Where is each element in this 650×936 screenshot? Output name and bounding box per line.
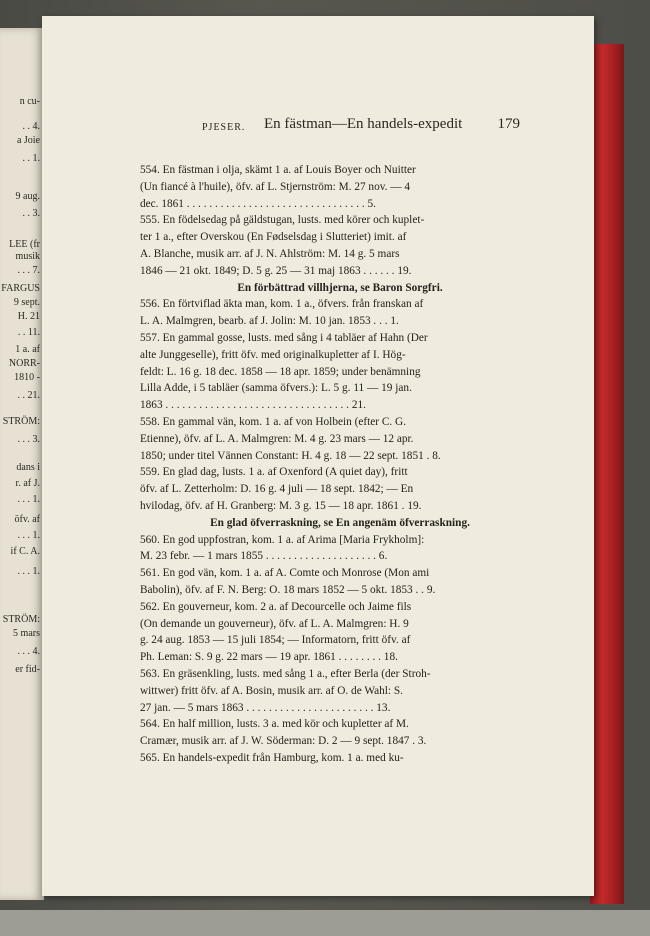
- cross-reference: [140, 515, 540, 532]
- scan-board: [0, 910, 650, 936]
- left-page-fragment: . . 3.: [22, 208, 40, 219]
- entry-line: 1863 . . . . . . . . . . . . . . . . . . . . . . . . . . . . . . . . . 21.: [140, 399, 366, 412]
- entry-line: dec. 1861 . . . . . . . . . . . . . . . . . . . . . . . . . . . . . . . . 5.: [140, 197, 376, 210]
- section-label: PJESER.: [202, 122, 246, 133]
- entry-line: A. Blanche, musik arr. af J. N. Ahlström: M. 14 g. 5 mars: [140, 247, 400, 260]
- catalog-entry: [140, 296, 540, 330]
- left-page-fragment: STRÖM:: [2, 416, 40, 427]
- left-page-fragment: . . . 1.: [17, 566, 40, 577]
- left-page-fragment: r. af J.: [15, 478, 40, 489]
- cross-reference: [140, 280, 540, 297]
- catalog-entry: [140, 330, 540, 414]
- entry-line: 563. En gräsenkling, lusts. med sång 1 a., efter Berla (der Stroh-: [140, 667, 431, 680]
- left-page-fragment: . . 11.: [17, 327, 40, 338]
- page-number: 179: [497, 116, 520, 132]
- entry-line: 1846 — 21 okt. 1849; D. 5 g. 25 — 31 maj 1863 . . . . . . 19.: [140, 264, 412, 277]
- entry-line: öfv. af L. Zetterholm: D. 16 g. 4 juli — 18 sept. 1842; — En: [140, 483, 414, 496]
- left-page-fragment: 1810 -: [14, 372, 40, 383]
- entry-line: feldt: L. 16 g. 18 dec. 1858 — 18 apr. 1859; under benämning: [140, 365, 421, 378]
- catalog-entry: [140, 464, 540, 514]
- catalog-entry: [140, 162, 540, 212]
- entry-line: alte Junggeselle), fritt öfv. med originalkupletter af I. Hög-: [140, 348, 406, 361]
- left-page-fragment: . . 21.: [17, 390, 40, 401]
- entry-line: 564. En half million, lusts. 3 a. med kör och kupletter af M.: [140, 718, 409, 731]
- book-page: [42, 16, 594, 896]
- left-page-fragment: 9 aug.: [15, 191, 40, 202]
- running-title: En fästman—En handels-expedit: [264, 116, 463, 132]
- left-page-fragment: er fid-: [15, 664, 40, 675]
- entry-line: wittwer) fritt öfv. af A. Bosin, musik arr. af O. de Wahl: S.: [140, 684, 403, 697]
- entry-line: 555. En födelsedag på gäldstugan, lusts. med körer och kuplet-: [140, 214, 425, 227]
- entry-line: Cramær, musik arr. af J. W. Söderman: D. 2 — 9 sept. 1847 . 3.: [140, 735, 427, 748]
- left-page-fragment: 5 mars: [13, 628, 40, 639]
- catalog-entry: [140, 532, 540, 566]
- left-page-fragment: a Joie: [16, 135, 40, 146]
- left-page-fragment: . . 4.: [22, 121, 40, 132]
- left-page-fragment: 9 sept.: [13, 297, 40, 308]
- entry-line: 554. En fästman i olja, skämt 1 a. af Louis Boyer och Nuitter: [140, 164, 416, 176]
- running-header: [202, 116, 532, 138]
- entry-line: 27 jan. — 5 mars 1863 . . . . . . . . . . . . . . . . . . . . . . . 13.: [140, 701, 391, 714]
- entry-line: M. 23 febr. — 1 mars 1855 . . . . . . . . . . . . . . . . . . . . 6.: [140, 550, 388, 563]
- entry-line: hvilodag, öfv. af H. Granberg: M. 3 g. 15 — 18 apr. 1861 . 19.: [140, 499, 422, 512]
- left-page-fragment: dans i: [16, 462, 40, 473]
- entry-line: 565. En handels-expedit från Hamburg, kom. 1 a. med ku-: [140, 751, 404, 764]
- left-page-fragment: if C. A.: [10, 546, 40, 557]
- left-page-fragment: . . . 4.: [17, 646, 40, 657]
- entry-line: ter 1 a., efter Overskou (En Fødselsdag i Slutteriet) imit. af: [140, 231, 407, 244]
- entry-line: En förbättrad villhjerna, se Baron Sorgfri.: [237, 281, 443, 294]
- entry-line: 560. En god uppfostran, kom. 1 a. af Arima [Maria Frykholm]:: [140, 533, 425, 546]
- entry-line: En glad öfverraskning, se En angenäm öfverraskning.: [210, 516, 470, 529]
- entry-line: 562. En gouverneur, kom. 2 a. af Decourcelle och Jaime fils: [140, 600, 412, 613]
- entry-line: Babolin), öfv. af F. N. Berg: O. 18 mars 1852 — 5 okt. 1853 . . 9.: [140, 583, 436, 596]
- left-page-fragment: . . . 3.: [17, 434, 40, 445]
- left-page-fragment: LEE (fr: [9, 239, 40, 250]
- left-page-edge: [0, 28, 44, 900]
- entry-line: (On demande un gouverneur), öfv. af L. A. Malmgren: H. 9: [140, 617, 409, 630]
- left-page-fragment: . . . 1.: [17, 494, 40, 505]
- left-page-fragment: STRÖM:: [2, 614, 40, 625]
- left-page-fragment: H. 21: [17, 311, 40, 322]
- entry-line: (Un fiancé à l'huile), öfv. af L. Stjernström: M. 27 nov. — 4: [140, 180, 411, 193]
- entry-line: Etienne), öfv. af L. A. Malmgren: M. 4 g. 23 mars — 12 apr.: [140, 432, 414, 445]
- left-page-fragment: n cu-: [19, 96, 40, 107]
- left-page-fragment: 1 a. af: [15, 344, 40, 355]
- entry-line: 561. En god vän, kom. 1 a. af A. Comte och Monrose (Mon ami: [140, 567, 430, 580]
- left-page-fragment: öfv. af: [14, 514, 40, 525]
- left-page-fragment: . . 1.: [22, 153, 40, 164]
- catalog-entry: [140, 750, 540, 767]
- catalog-entry: [140, 599, 540, 666]
- entry-list: [140, 162, 540, 767]
- catalog-entry: [140, 565, 540, 599]
- book-spine-edge: [590, 44, 624, 904]
- entry-line: 559. En glad dag, lusts. 1 a. af Oxenford (A quiet day), fritt: [140, 466, 408, 479]
- entry-line: Lilla Adde, i 5 tabläer (samma öfvers.): L. 5 g. 11 — 19 jan.: [140, 382, 412, 395]
- left-page-fragment: musik: [15, 251, 40, 262]
- left-page-fragment: NORR-: [8, 358, 40, 369]
- entry-line: L. A. Malmgren, bearb. af J. Jolin: M. 10 jan. 1853 . . . 1.: [140, 315, 399, 328]
- left-page-fragment: . . . 7.: [17, 265, 40, 276]
- left-page-fragment: . . . 1.: [17, 530, 40, 541]
- catalog-entry: [140, 716, 540, 750]
- left-page-fragment: FARGUS: [1, 283, 40, 294]
- catalog-entry: [140, 212, 540, 279]
- entry-line: g. 24 aug. 1853 — 15 juli 1854; — Informatorn, fritt öfv. af: [140, 634, 411, 647]
- entry-line: 556. En förtviflad äkta man, kom. 1 a., öfvers. från franskan af: [140, 298, 424, 311]
- entry-line: 557. En gammal gosse, lusts. med sång i 4 tabläer af Hahn (Der: [140, 331, 428, 344]
- entry-line: 558. En gammal vän, kom. 1 a. af von Holbein (efter C. G.: [140, 415, 407, 428]
- entry-line: Ph. Leman: S. 9 g. 22 mars — 19 apr. 1861 . . . . . . . . 18.: [140, 651, 398, 664]
- catalog-entry: [140, 666, 540, 716]
- catalog-entry: [140, 414, 540, 464]
- entry-line: 1850; under titel Vännen Constant: H. 4 g. 18 — 22 sept. 1851 . 8.: [140, 449, 441, 462]
